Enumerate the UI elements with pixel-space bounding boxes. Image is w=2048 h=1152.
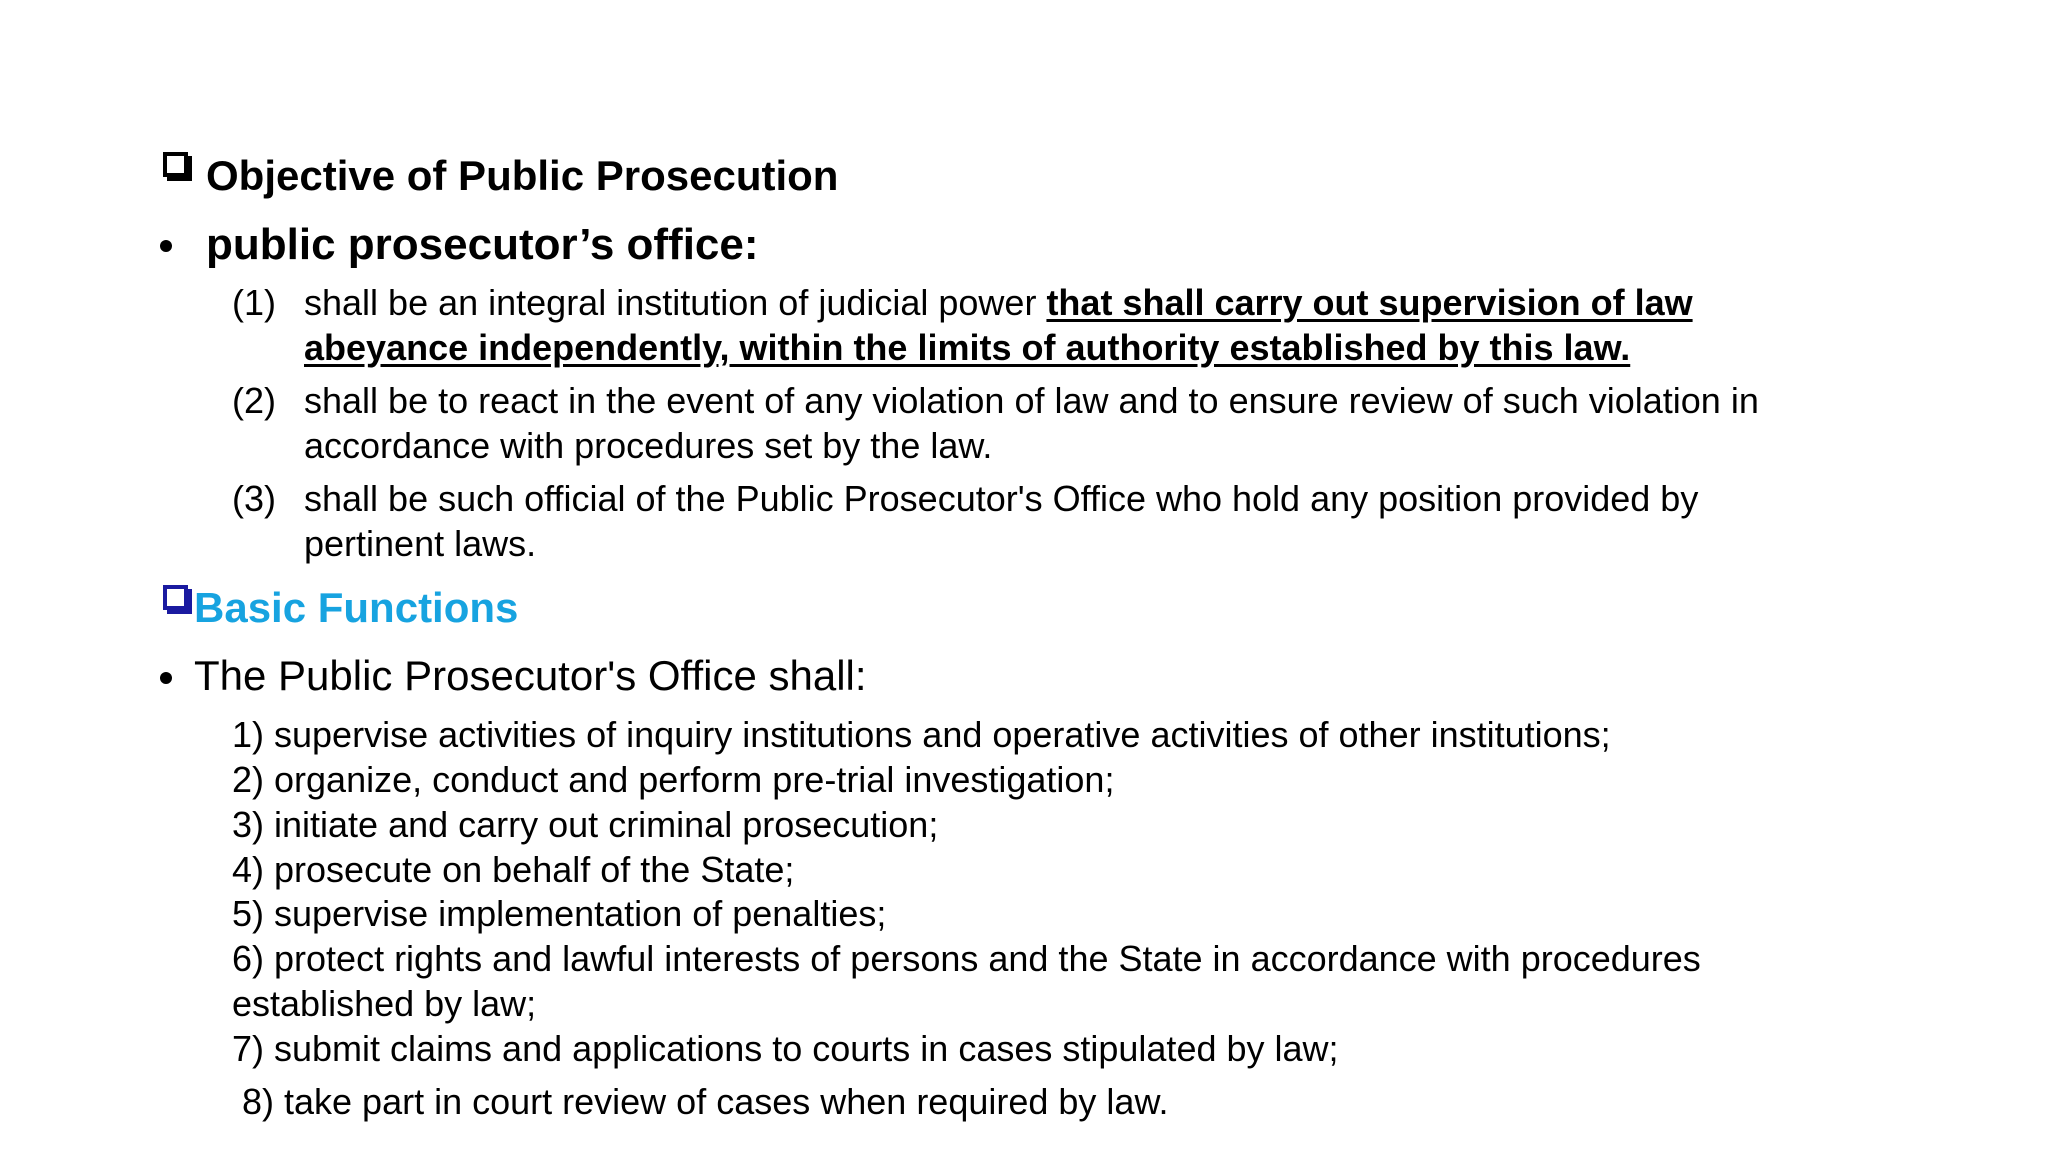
- list-item-3-line-1: shall be such official of the Public Prosecutor's Office who hold any position provided by: [304, 478, 1699, 519]
- function-line-3: 3) initiate and carry out criminal prosecution;: [232, 804, 939, 845]
- checkbox-square-icon: [163, 585, 188, 610]
- list-item-2-line-1: shall be to react in the event of any violation of law and to ensure review of such violation in: [304, 380, 1759, 421]
- function-line-8: 8) take part in court review of cases when required by law.: [232, 1081, 1169, 1122]
- bullet-dot-icon: [160, 672, 172, 684]
- function-line-4: 4) prosecute on behalf of the State;: [232, 849, 795, 890]
- bullet-office-shall: The Public Prosecutor's Office shall:: [194, 652, 867, 699]
- item-number: (2): [232, 380, 276, 421]
- function-line-2: 2) organize, conduct and perform pre-trial investigation;: [232, 759, 1115, 800]
- list-item-1-line-2: abeyance independently, within the limits of authority established by this law.: [304, 327, 1631, 368]
- function-line-6-cont: established by law;: [232, 983, 537, 1024]
- section-title-basic-functions: Basic Functions: [194, 584, 519, 631]
- section-title-objective: Objective of Public Prosecution: [206, 152, 839, 199]
- list-item-1-underlined: that shall carry out supervision of law: [1046, 282, 1693, 323]
- item-number: (1): [232, 282, 276, 323]
- function-line-7: 7) submit claims and applications to courts in cases stipulated by law;: [232, 1028, 1339, 1069]
- item-number: (3): [232, 478, 276, 519]
- function-line-1: 1) supervise activities of inquiry institutions and operative activities of other institutions;: [232, 714, 1611, 755]
- bullet-public-prosecutor-office: public prosecutor’s office:: [206, 220, 759, 269]
- function-line-6: 6) protect rights and lawful interests of persons and the State in accordance with procedures: [232, 938, 1701, 979]
- list-item-2-line-2: accordance with procedures set by the law.: [304, 425, 993, 466]
- checkbox-square-icon: [163, 152, 188, 177]
- list-item-1-line-1: [304, 282, 1693, 324]
- list-item-3-line-2: pertinent laws.: [304, 523, 537, 564]
- bullet-dot-icon: [160, 240, 172, 252]
- function-line-5: 5) supervise implementation of penalties;: [232, 893, 887, 934]
- list-item-1-plain: shall be an integral institution of judicial power: [304, 282, 1047, 323]
